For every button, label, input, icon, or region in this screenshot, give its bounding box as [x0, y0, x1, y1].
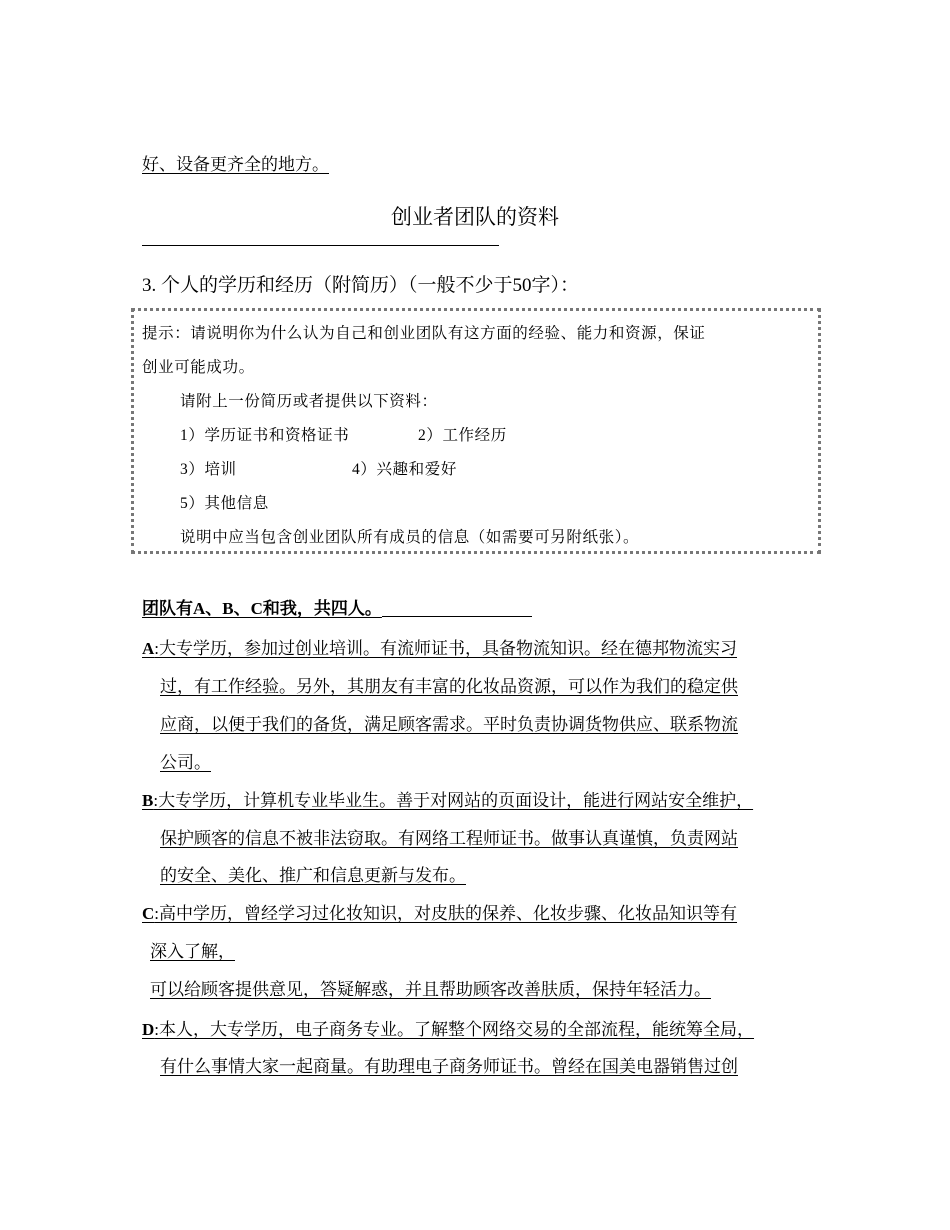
member-c-line-1 [142, 899, 737, 924]
hint-box [131, 308, 821, 554]
team-intro-blank [382, 615, 532, 617]
member-a-line-2: 过，有工作经验。另外，其朋友有丰富的化妆品资源，可以作为我们的稳定供 [160, 677, 738, 696]
member-a-text-1: :大专学历，参加过创业培训。有流师证书，具备物流知识。经在德邦物流实习 [154, 639, 738, 658]
member-b-text-1: :大专学历，计算机专业毕业生。善于对网站的页面设计，能进行网站安全维护， [153, 791, 754, 810]
hint-item-5: 5）其他信息 [180, 495, 269, 512]
member-b-line-1 [142, 786, 753, 811]
title-underline-rule [142, 245, 499, 246]
hint-attach-line: 请附上一份简历或者提供以下资料： [180, 393, 438, 410]
member-c-line-2: 深入了解， [150, 942, 235, 961]
hint-item-2: 2）工作经历 [418, 427, 507, 444]
member-b-line-2: 保护顾客的信息不被非法窃取。有网络工程师证书。做事认真谨慎，负责网站 [160, 829, 738, 848]
hint-line-2: 创业可能成功。 [142, 359, 255, 376]
member-a-line-3: 应商，以便于我们的备货，满足顾客需求。平时负责协调货物供应、联系物流 [160, 715, 738, 734]
hint-item-3: 3）培训 [180, 461, 237, 478]
hint-item-1: 1）学历证书和资格证书 [180, 427, 350, 444]
member-d-line-2: 有什么事情大家一起商量。有助理电子商务师证书。曾经在国美电器销售过创 [160, 1057, 738, 1076]
hint-line-1: 提示：请说明你为什么认为自己和创业团队有这方面的经验、能力和资源，保证 [142, 325, 706, 342]
member-a-line-1 [142, 634, 737, 659]
question-heading: 3. 个人的学历和经历（附简历）（一般不少于50字）： [142, 275, 580, 296]
member-d-text-1: :本人，大专学历，电子商务专业。了解整个网络交易的全部流程，能统筹全局， [154, 1020, 755, 1039]
member-c-label: C [142, 904, 155, 923]
hint-note: 说明中应当包含创业团队所有成员的信息（如需要可另附纸张）。 [180, 529, 640, 546]
member-b-line-3: 的安全、美化、推广和信息更新与发布。 [160, 866, 466, 885]
member-c-text-1: :高中学历，曾经学习过化妆知识，对皮肤的保养、化妆步骤、化妆品知识等有 [154, 904, 738, 923]
member-b-label: B [142, 791, 154, 810]
member-a-label: A [142, 639, 155, 658]
team-intro-text: 团队有A、B、C和我，共四人。 [142, 599, 382, 618]
team-intro [142, 594, 532, 619]
section-title: 创业者团队的资料 [391, 205, 559, 229]
member-c-line-3: 可以给顾客提供意见，答疑解惑，并且帮助顾客改善肤质，保持年轻活力。 [150, 980, 711, 999]
member-d-label: D [142, 1020, 155, 1039]
hint-item-4: 4）兴趣和爱好 [352, 461, 457, 478]
previous-page-fragment: 好、设备更齐全的地方。 [142, 155, 329, 174]
member-a-line-4: 公司。 [160, 753, 211, 772]
member-d-line-1 [142, 1015, 754, 1040]
